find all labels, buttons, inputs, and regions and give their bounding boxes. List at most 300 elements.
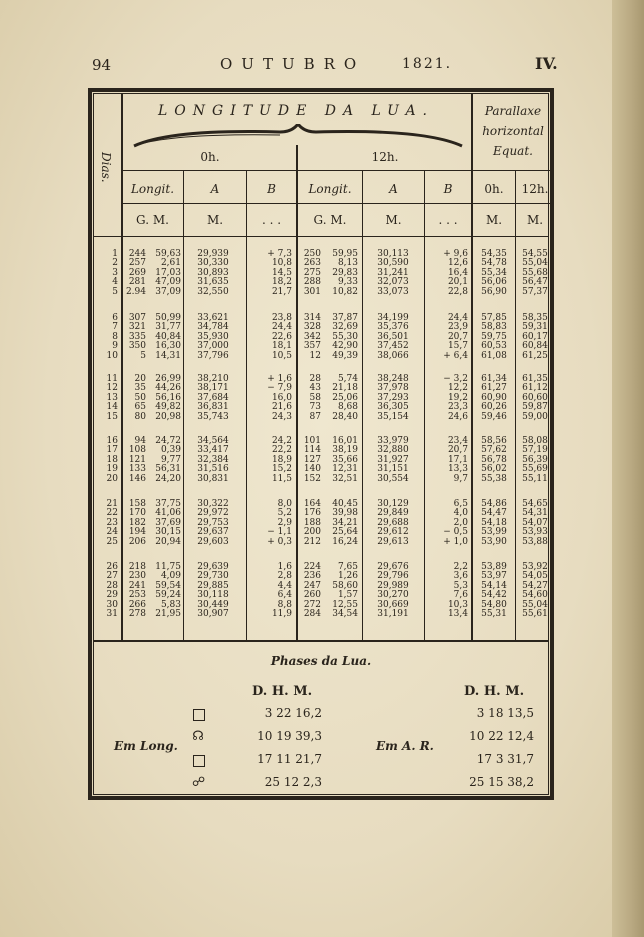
- cell-a12: 31,151: [377, 464, 409, 475]
- cell-p0: 54,18: [481, 517, 507, 528]
- cell-lon0_m: 56,16: [155, 392, 181, 403]
- cell-lon12_m: 32,51: [332, 473, 358, 484]
- cell-lon12_m: 37,87: [332, 313, 358, 323]
- cell-a12: 36,501: [377, 331, 409, 342]
- cell-lon0_m: 20,94: [155, 536, 181, 547]
- cell-p12: 59,00: [522, 411, 548, 422]
- cell-a12: 29,849: [377, 508, 409, 519]
- cell-lon12_g: 328: [303, 322, 321, 333]
- colhead-longit-0: Longit.: [130, 182, 175, 196]
- cell-p12: 55,69: [522, 464, 548, 475]
- cell-b0: 21,6: [271, 402, 292, 413]
- cell-p0: 60,90: [481, 392, 507, 403]
- cell-p0: 54,80: [481, 599, 507, 610]
- phase-ar-value: 10 22 12,4: [469, 729, 534, 743]
- cell-lon12_g: 188: [303, 517, 321, 528]
- cell-lon0_g: 194: [128, 527, 146, 538]
- cell-p0: 60,26: [481, 402, 507, 413]
- cell-lon12_m: 25,64: [332, 527, 358, 538]
- cell-lon0_m: 37,75: [155, 499, 181, 509]
- parallaxe-line1: Parallaxe: [484, 104, 542, 118]
- cell-b12: 16,4: [447, 267, 468, 278]
- cell-b0: 18,9: [271, 454, 292, 465]
- cell-lon12_m: 12,31: [332, 464, 358, 475]
- cell-a0: 29,753: [197, 517, 229, 528]
- cell-a12: 30,129: [377, 499, 409, 509]
- cell-lon12_g: 101: [303, 436, 321, 446]
- cell-a0: 36,831: [197, 402, 229, 413]
- cell-lon12_g: 12: [309, 350, 321, 361]
- cell-b12: + 6,4: [443, 350, 468, 361]
- cell-lon0_g: 65: [134, 402, 146, 413]
- unit-a-12: M.: [385, 213, 402, 227]
- cell-a12: 37,978: [377, 383, 409, 394]
- cell-a0: 30,831: [197, 473, 229, 484]
- dhm-header-long: D. H. M.: [252, 684, 313, 699]
- cell-a12: 38,066: [377, 350, 409, 361]
- cell-lon0_m: 56,31: [155, 464, 181, 475]
- cell-p0: 54,86: [481, 499, 507, 509]
- cell-a12: 35,376: [377, 322, 409, 333]
- cell-a0: 33,417: [197, 445, 229, 456]
- cell-a12: 32,073: [377, 277, 409, 288]
- rule-p12: [515, 170, 516, 640]
- cell-a12: 30,669: [377, 599, 409, 610]
- cell-b0: + 1,6: [267, 374, 292, 384]
- cell-b12: 7,6: [453, 590, 468, 601]
- cell-b0: 10,5: [271, 350, 292, 361]
- cell-lon0_g: 307: [128, 313, 146, 323]
- cell-days: 16: [106, 436, 118, 446]
- cell-lon0_g: 50: [134, 392, 146, 403]
- cell-a12: 29,989: [377, 580, 409, 591]
- cell-b12: 23,9: [447, 322, 468, 333]
- rule-a0: [183, 170, 184, 640]
- cell-a0: 29,603: [197, 536, 229, 547]
- cell-b12: 12,2: [447, 383, 468, 394]
- month-heading: OUTUBRO: [220, 55, 366, 73]
- cell-b0: − 7,9: [267, 383, 292, 394]
- cell-lon12_g: 212: [303, 536, 321, 547]
- cell-lon0_m: 5,83: [160, 599, 181, 610]
- cell-lon12_m: 12,55: [332, 599, 358, 610]
- cell-lon0_g: 5: [140, 350, 146, 361]
- rule-h-hours: [121, 170, 554, 171]
- cell-a0: 30,118: [197, 590, 229, 601]
- cell-b0: 11,5: [271, 473, 292, 484]
- cell-b0: 10,8: [271, 258, 292, 269]
- cell-lon12_g: 272: [303, 599, 321, 610]
- cell-a0: 37,684: [197, 392, 229, 403]
- phase-ar-value: 17 3 31,7: [476, 752, 534, 766]
- cell-days: 19: [106, 464, 118, 475]
- cell-a12: 38,248: [377, 374, 409, 384]
- cell-a0: 31,516: [197, 464, 229, 475]
- cell-lon0_g: 321: [128, 322, 146, 333]
- cell-p12: 54,27: [522, 580, 548, 591]
- cell-lon0_g: 269: [128, 267, 146, 278]
- parallaxe-line2: horizontal: [482, 124, 544, 138]
- phases-title: Phases da Lua.: [270, 654, 372, 668]
- cell-p12: 55,61: [522, 609, 548, 619]
- cell-b12: 13,3: [447, 464, 468, 475]
- cell-b0: 16,0: [271, 392, 292, 403]
- cell-b0: 1,6: [277, 562, 292, 572]
- moon-quarter-square-icon: [193, 709, 205, 721]
- unit-longit-12: G. M.: [313, 213, 347, 227]
- cell-lon0_m: 30,15: [155, 527, 181, 538]
- unit-p12: M.: [526, 213, 544, 227]
- cell-lon0_g: 108: [128, 445, 146, 456]
- cell-p0: 53,97: [481, 571, 507, 582]
- cell-lon0_g: 20: [134, 374, 146, 384]
- cell-a12: 30,590: [377, 258, 409, 269]
- cell-b12: − 0,5: [443, 527, 468, 538]
- cell-lon0_m: 14,31: [155, 350, 181, 361]
- cell-lon0_m: 37,69: [155, 517, 181, 528]
- cell-a0: 34,784: [197, 322, 229, 333]
- cell-lon12_g: 200: [303, 527, 321, 538]
- cell-lon0_g: 182: [128, 517, 146, 528]
- cell-b0: 2,9: [277, 517, 292, 528]
- cell-p12: 53,88: [522, 536, 548, 547]
- colhead-b-0: B: [267, 182, 276, 196]
- cell-lon12_g: 263: [303, 258, 321, 269]
- cell-b0: 6,4: [277, 590, 292, 601]
- cell-a0: 30,907: [197, 609, 229, 619]
- cell-lon0_g: 80: [134, 411, 146, 422]
- dhm-header-ar: D. H. M.: [464, 684, 525, 699]
- cell-p0: 54,47: [481, 508, 507, 519]
- phase-long-value: 25 12 2,3: [264, 775, 322, 789]
- year-heading: 1821.: [402, 56, 453, 72]
- cell-a0: 30,322: [197, 499, 229, 509]
- cell-p0: 61,34: [481, 374, 507, 384]
- cell-days: 10: [106, 350, 118, 361]
- cell-p12: 59,31: [522, 322, 548, 333]
- cell-a12: 31,241: [377, 267, 409, 278]
- cell-b0: 14,5: [271, 267, 292, 278]
- cell-days: 31: [106, 609, 118, 619]
- colhead-a-0: A: [210, 182, 220, 196]
- cell-b0: 5,2: [277, 508, 292, 519]
- cell-lon12_m: 29,83: [332, 267, 358, 278]
- cell-lon12_m: 38,19: [332, 445, 358, 456]
- rule-h-bottom: [93, 640, 549, 642]
- cell-lon12_m: 59,95: [332, 249, 358, 259]
- cell-lon12_m: 25,06: [332, 392, 358, 403]
- cell-b12: 15,7: [447, 341, 468, 352]
- cell-lon12_g: 247: [303, 580, 321, 591]
- cell-p12: 61,12: [522, 383, 548, 394]
- cell-p0: 53,99: [481, 527, 507, 538]
- cell-b12: 13,4: [447, 609, 468, 619]
- cell-p12: 60,60: [522, 392, 548, 403]
- cell-p12: 58,08: [522, 436, 548, 446]
- cell-lon0_g: 244: [128, 249, 146, 259]
- cell-lon12_m: 55,30: [332, 331, 358, 342]
- cell-lon0_g: 218: [128, 562, 146, 572]
- cell-p12: 55,68: [522, 267, 548, 278]
- cell-p12: 54,05: [522, 571, 548, 582]
- colhead-b-12: B: [443, 182, 453, 196]
- rule-b0: [246, 170, 247, 640]
- cell-p0: 55,34: [481, 267, 507, 278]
- cell-a12: 36,305: [377, 402, 409, 413]
- phase-long-value: 3 22 16,2: [264, 706, 322, 720]
- cell-days: 15: [106, 411, 118, 422]
- page-number: 94: [92, 56, 112, 74]
- cell-a12: 37,452: [377, 341, 409, 352]
- cell-p0: 54,78: [481, 258, 507, 269]
- em-long-label: Em Long.: [114, 739, 178, 753]
- cell-lon12_g: 28: [309, 374, 321, 384]
- cell-lon0_m: 24,72: [155, 436, 181, 446]
- cell-a12: 30,270: [377, 590, 409, 601]
- cell-days: 26: [106, 562, 118, 572]
- cell-b0: 15,2: [271, 464, 292, 475]
- cell-lon0_g: 158: [128, 499, 146, 509]
- cell-lon0_g: 335: [128, 331, 146, 342]
- cell-days: 5: [112, 286, 118, 297]
- cell-lon0_g: 257: [128, 258, 146, 269]
- cell-p12: 60,17: [522, 331, 548, 342]
- cell-a12: 34,199: [377, 313, 409, 323]
- cell-lon12_g: 73: [309, 402, 321, 413]
- cell-b12: 12,6: [447, 258, 468, 269]
- cell-lon0_m: 31,77: [155, 322, 181, 333]
- cell-days: 22: [106, 508, 118, 519]
- cell-a0: 32,550: [197, 286, 229, 297]
- cell-a12: 29,676: [377, 562, 409, 572]
- cell-p0: 56,06: [481, 277, 507, 288]
- cell-lon0_m: 47,09: [155, 277, 181, 288]
- cell-p0: 56,90: [481, 286, 507, 297]
- cell-days: 1: [112, 249, 118, 259]
- cell-lon12_g: 284: [303, 609, 321, 619]
- cell-a0: 31,635: [197, 277, 229, 288]
- cell-p0: 54,35: [481, 249, 507, 259]
- cell-a12: 29,613: [377, 536, 409, 547]
- cell-a12: 32,880: [377, 445, 409, 456]
- cell-a12: 29,612: [377, 527, 409, 538]
- cell-days: 17: [106, 445, 118, 456]
- cell-lon12_m: 21,18: [332, 383, 358, 394]
- cell-lon0_g: 230: [128, 571, 146, 582]
- cell-b0: 24,4: [271, 322, 292, 333]
- cell-lon0_m: 0,39: [160, 445, 181, 456]
- cell-days: 27: [106, 571, 118, 582]
- cell-a0: 29,885: [197, 580, 229, 591]
- cell-b0: 8,0: [277, 499, 292, 509]
- cell-lon0_m: 2,61: [160, 258, 181, 269]
- cell-lon12_g: 43: [309, 383, 321, 394]
- cell-days: 25: [106, 536, 118, 547]
- cell-p0: 59,46: [481, 411, 507, 422]
- cell-b12: 9,7: [453, 473, 468, 484]
- cell-lon12_g: 224: [303, 562, 321, 572]
- unit-b-0: . . .: [261, 213, 282, 227]
- cell-b0: 4,4: [277, 580, 292, 591]
- cell-lon12_m: 8,13: [337, 258, 358, 269]
- cell-p12: 54,65: [522, 499, 548, 509]
- cell-days: 7: [112, 322, 118, 333]
- cell-lon12_m: 35,66: [332, 454, 358, 465]
- cell-b0: 11,9: [271, 609, 292, 619]
- cell-lon0_g: 94: [134, 436, 146, 446]
- cell-p0: 55,31: [481, 609, 507, 619]
- cell-b0: 23,8: [271, 313, 292, 323]
- cell-a12: 31,927: [377, 454, 409, 465]
- cell-p12: 54,31: [522, 508, 548, 519]
- cell-b12: 6,5: [453, 499, 468, 509]
- cell-lon12_g: 127: [303, 454, 321, 465]
- cell-lon12_g: 58: [309, 392, 321, 403]
- cell-p12: 57,37: [522, 286, 548, 297]
- cell-p0: 57,62: [481, 445, 507, 456]
- cell-a12: 37,293: [377, 392, 409, 403]
- cell-a0: 29,637: [197, 527, 229, 538]
- cell-lon0_g: 278: [128, 609, 146, 619]
- cell-lon12_g: 236: [303, 571, 321, 582]
- cell-lon12_m: 39,98: [332, 508, 358, 519]
- cell-p12: 55,04: [522, 258, 548, 269]
- cell-p0: 55,38: [481, 473, 507, 484]
- moon-quarter-square-icon: [193, 755, 205, 767]
- cell-lon12_m: 42,90: [332, 341, 358, 352]
- cell-lon12_m: 34,54: [332, 609, 358, 619]
- cell-p12: 58,35: [522, 313, 548, 323]
- cell-lon0_m: 17,03: [155, 267, 181, 278]
- cell-lon0_g: 206: [128, 536, 146, 547]
- cell-lon12_g: 114: [303, 445, 321, 456]
- cell-a0: 35,930: [197, 331, 229, 342]
- cell-lon12_g: 275: [303, 267, 321, 278]
- cell-p12: 61,35: [522, 374, 548, 384]
- cell-days: 12: [106, 383, 118, 394]
- cell-a0: 29,639: [197, 562, 229, 572]
- cell-days: 14: [106, 402, 118, 413]
- table-title: LONGITUDE DA LUA.: [157, 103, 434, 119]
- cell-b0: 18,1: [271, 341, 292, 352]
- cell-lon12_g: 288: [303, 277, 321, 288]
- cell-p0: 59,75: [481, 331, 507, 342]
- cell-p0: 56,02: [481, 464, 507, 475]
- cell-lon0_g: 281: [128, 277, 146, 288]
- colhead-a-12: A: [389, 182, 398, 196]
- cell-a0: 35,743: [197, 411, 229, 422]
- cell-days: 30: [106, 599, 118, 610]
- cell-p0: 58,56: [481, 436, 507, 446]
- cell-lon0_m: 40,84: [155, 331, 181, 342]
- phase-long-value: 10 19 39,3: [257, 729, 322, 743]
- cell-lon0_m: 21,95: [155, 609, 181, 619]
- rule-parallaxe: [471, 93, 473, 640]
- cell-a12: 30,554: [377, 473, 409, 484]
- cell-days: 23: [106, 517, 118, 528]
- cell-a0: 30,330: [197, 258, 229, 269]
- cell-days: 6: [112, 313, 118, 323]
- cell-lon12_m: 16,24: [332, 536, 358, 547]
- cell-days: 4: [112, 277, 118, 288]
- cell-a0: 34,564: [197, 436, 229, 446]
- cell-b12: − 3,2: [443, 374, 468, 384]
- cell-a0: 32,384: [197, 454, 229, 465]
- cell-lon0_m: 9,77: [160, 454, 181, 465]
- cell-days: 13: [106, 392, 118, 403]
- cell-lon12_g: 314: [303, 313, 321, 323]
- cell-lon0_g: 170: [128, 508, 146, 519]
- unit-longit-0: G. M.: [136, 213, 169, 227]
- cell-b0: 21,7: [271, 286, 292, 297]
- unit-b-12: . . .: [438, 213, 458, 227]
- cell-a12: 29,688: [377, 517, 409, 528]
- cell-lon12_m: 1,57: [337, 590, 358, 601]
- cell-a0: 37,796: [197, 350, 229, 361]
- cell-p12: 61,25: [522, 350, 548, 361]
- cell-lon0_m: 11,75: [155, 562, 181, 572]
- opposition-symbol-icon: ☍: [192, 775, 206, 790]
- cell-lon12_g: 250: [303, 249, 321, 259]
- cell-days: 11: [106, 374, 118, 384]
- colhead-p12: 12h.: [521, 182, 549, 196]
- cell-b0: 24,3: [271, 411, 292, 422]
- phase-ar-value: 3 18 13,5: [476, 706, 534, 720]
- cell-p0: 53,90: [481, 536, 507, 547]
- cell-lon0_m: 49,82: [155, 402, 181, 413]
- cell-p0: 57,85: [481, 313, 507, 323]
- cell-p12: 54,07: [522, 517, 548, 528]
- cell-lon0_g: 35: [134, 383, 146, 394]
- cell-p12: 60,84: [522, 341, 548, 352]
- cell-lon0_m: 4,09: [160, 571, 181, 582]
- cell-lon12_m: 10,82: [332, 286, 358, 297]
- cell-days: 2: [112, 258, 118, 269]
- cell-lon12_g: 176: [303, 508, 321, 519]
- cell-a12: 35,154: [377, 411, 409, 422]
- cell-a12: 33,979: [377, 436, 409, 446]
- cell-b12: + 9,6: [443, 249, 468, 259]
- cell-lon12_g: 140: [303, 464, 321, 475]
- cell-p12: 55,11: [522, 473, 548, 484]
- cell-p0: 54,14: [481, 580, 507, 591]
- cell-lon0_m: 59,24: [155, 590, 181, 601]
- cell-p12: 59,87: [522, 402, 548, 413]
- colhead-longit-12: Longit.: [308, 182, 352, 196]
- cell-a0: 30,449: [197, 599, 229, 610]
- cell-b0: 24,2: [271, 436, 292, 446]
- cell-p12: 53,93: [522, 527, 548, 538]
- cell-lon12_g: 357: [303, 341, 321, 352]
- cell-lon0_m: 50,99: [155, 313, 181, 323]
- phase-long-value: 17 11 21,7: [257, 752, 322, 766]
- cell-days: 20: [106, 473, 118, 484]
- cell-lon12_m: 9,33: [337, 277, 358, 288]
- cell-lon12_m: 34,21: [332, 517, 358, 528]
- cell-lon0_g: 241: [128, 580, 146, 591]
- cell-b12: 4,0: [453, 508, 468, 519]
- cell-b12: 20,7: [447, 445, 468, 456]
- cell-lon12_m: 16,01: [332, 436, 358, 446]
- cell-b12: 10,3: [447, 599, 468, 610]
- rule-b12: [424, 170, 425, 640]
- cell-lon0_m: 37,09: [155, 286, 181, 297]
- cell-days: 8: [112, 331, 118, 342]
- rule-a12: [362, 170, 363, 640]
- cell-a12: 30,113: [377, 249, 409, 259]
- cell-days: 9: [112, 341, 118, 352]
- cell-a12: 33,073: [377, 286, 409, 297]
